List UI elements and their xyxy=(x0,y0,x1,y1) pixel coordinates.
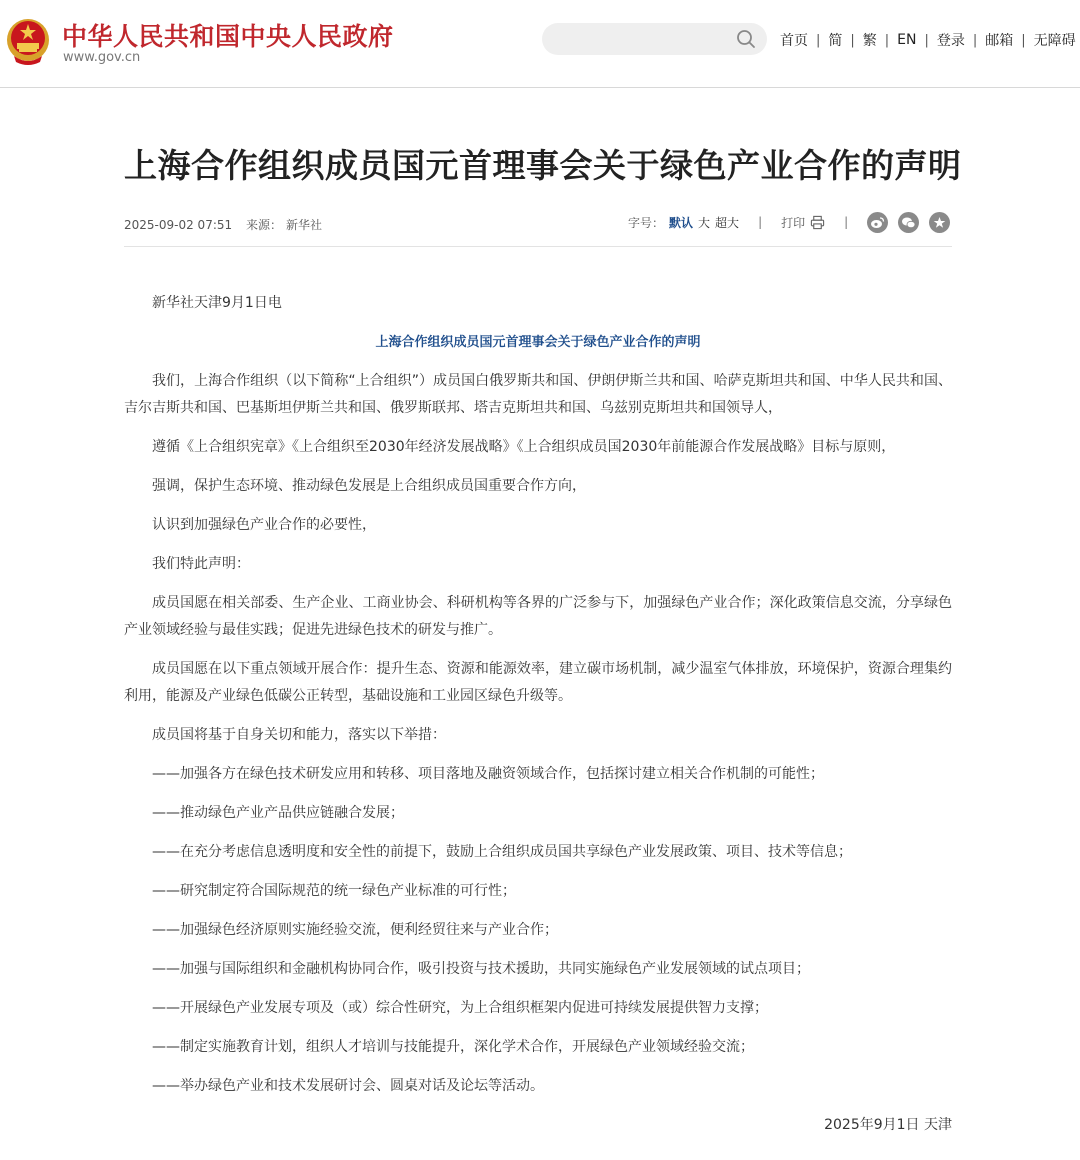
top-nav xyxy=(780,31,1076,49)
paragraph: 成员国将基于自身关切和能力，落实以下举措： xyxy=(152,727,446,743)
search-icon[interactable] xyxy=(736,29,756,49)
paragraph: 我们，上海合作组织（以下简称“上合组织”）成员国白俄罗斯共和国、伊朗伊斯兰共和国、哈萨克斯坦共和国、中华人民共和国、吉尔吉斯共和国、巴基斯坦伊斯兰共和国、俄罗斯联邦、塔吉克斯坦共和国、乌兹别克斯坦共和国领导人， xyxy=(124,373,952,416)
share-weibo-button[interactable] xyxy=(867,212,888,233)
site-title[interactable]: 中华人民共和国中央人民政府 xyxy=(62,22,394,51)
publish-date: 2025-09-02 07:51 xyxy=(124,218,233,232)
measure-item: ——开展绿色产业发展专项及（或）综合性研究，为上合组织框架内促进可持续发展提供智力支撑； xyxy=(152,1000,768,1016)
measure-item: ——推动绿色产业产品供应链融合发展； xyxy=(152,805,404,821)
nav-separator: | xyxy=(972,32,978,48)
wechat-icon xyxy=(901,216,916,229)
font-default-button[interactable]: 默认 xyxy=(669,215,694,230)
font-xlarge-button[interactable]: 超大 xyxy=(715,215,740,230)
source-info xyxy=(246,218,332,232)
tool-separator: | xyxy=(844,215,849,229)
article-subtitle: 上海合作组织成员国元首理事会关于绿色产业合作的声明 xyxy=(375,335,701,350)
nav-traditional[interactable]: 繁 xyxy=(862,33,877,49)
measure-item: ——在充分考虑信息透明度和安全性的前提下，鼓励上合组织成员国共享绿色产业发展政策、项目、技术等信息； xyxy=(152,844,852,860)
share-wechat-button[interactable] xyxy=(898,212,919,233)
measure-item: ——加强绿色经济原则实施经验交流，便利经贸往来与产业合作； xyxy=(152,922,558,938)
national-emblem-icon[interactable] xyxy=(6,16,50,66)
favorite-button[interactable] xyxy=(929,212,950,233)
site-header xyxy=(0,0,1080,88)
tool-separator: | xyxy=(758,215,763,229)
nav-simplified[interactable]: 简 xyxy=(828,33,843,49)
article-title: 上海合作组织成员国元首理事会关于绿色产业合作的声明 xyxy=(124,146,962,185)
nav-separator: | xyxy=(850,32,855,48)
star-icon xyxy=(933,216,946,229)
paragraph: 强调，保护生态环境、推动绿色发展是上合组织成员国重要合作方向， xyxy=(152,478,586,494)
nav-separator: | xyxy=(924,32,929,48)
print-button[interactable] xyxy=(781,214,825,231)
measure-item: ——研究制定符合国际规范的统一绿色产业标准的可行性； xyxy=(152,883,516,899)
nav-accessibility[interactable]: 无障碍 xyxy=(1033,33,1076,49)
measure-item: ——举办绿色产业和技术发展研讨会、圆桌对话及论坛等活动。 xyxy=(152,1078,544,1094)
site-url[interactable]: www.gov.cn xyxy=(63,50,141,65)
paragraph: 成员国愿在以下重点领域开展合作：提升生态、资源和能源效率，建立碳市场机制，减少温室气体排放，环境保护，资源合理集约利用，能源及产业绿色低碳公正转型，基础设施和工业园区绿色升级等。 xyxy=(124,661,952,704)
nav-mail[interactable]: 邮箱 xyxy=(985,33,1014,49)
paragraph: 成员国愿在相关部委、生产企业、工商业协会、科研机构等各界的广泛参与下，加强绿色产业合作；深化政策信息交流，分享绿色产业领域经验与最佳实践；促进先进绿色技术的研发与推广。 xyxy=(124,595,952,638)
share-bar xyxy=(867,212,950,233)
font-large-button[interactable]: 大 xyxy=(698,215,711,230)
search-input[interactable] xyxy=(542,23,767,55)
paragraph: 我们特此声明： xyxy=(152,556,250,572)
dateline: 新华社天津9月1日电 xyxy=(152,295,282,311)
nav-separator: | xyxy=(816,32,821,48)
measure-item: ——加强与国际组织和金融机构协同合作，吸引投资与技术援助，共同实施绿色产业发展领域的试点项目； xyxy=(152,961,810,977)
source-label: 来源： xyxy=(245,218,282,232)
measure-item: ——制定实施教育计划，组织人才培训与技能提升，深化学术合作，开展绿色产业领域经验交流； xyxy=(152,1039,754,1055)
meta-divider xyxy=(124,246,952,247)
nav-separator: | xyxy=(1021,32,1026,48)
weibo-icon xyxy=(870,216,885,229)
print-icon xyxy=(810,215,825,230)
nav-english[interactable]: EN xyxy=(897,32,917,48)
source-name: 新华社 xyxy=(285,218,322,232)
print-label: 打印 xyxy=(781,215,806,230)
article-body xyxy=(124,290,952,1151)
font-size-label: 字号： xyxy=(628,215,665,230)
article-tools xyxy=(628,210,950,234)
nav-login[interactable]: 登录 xyxy=(936,33,965,49)
nav-home[interactable]: 首页 xyxy=(780,33,808,49)
nav-separator: | xyxy=(884,32,890,48)
paragraph: 遵循《上合组织宪章》《上合组织至2030年经济发展战略》《上合组织成员国2030年前能源合作发展战略》目标与原则， xyxy=(152,439,896,455)
paragraph: 认识到加强绿色产业合作的必要性， xyxy=(152,517,376,533)
measure-item: ——加强各方在绿色技术研发应用和转移、项目落地及融资领域合作，包括探讨建立相关合作机制的可能性； xyxy=(152,766,824,782)
signature: 2025年9月1日 天津 xyxy=(824,1117,952,1133)
article-meta xyxy=(124,216,342,233)
